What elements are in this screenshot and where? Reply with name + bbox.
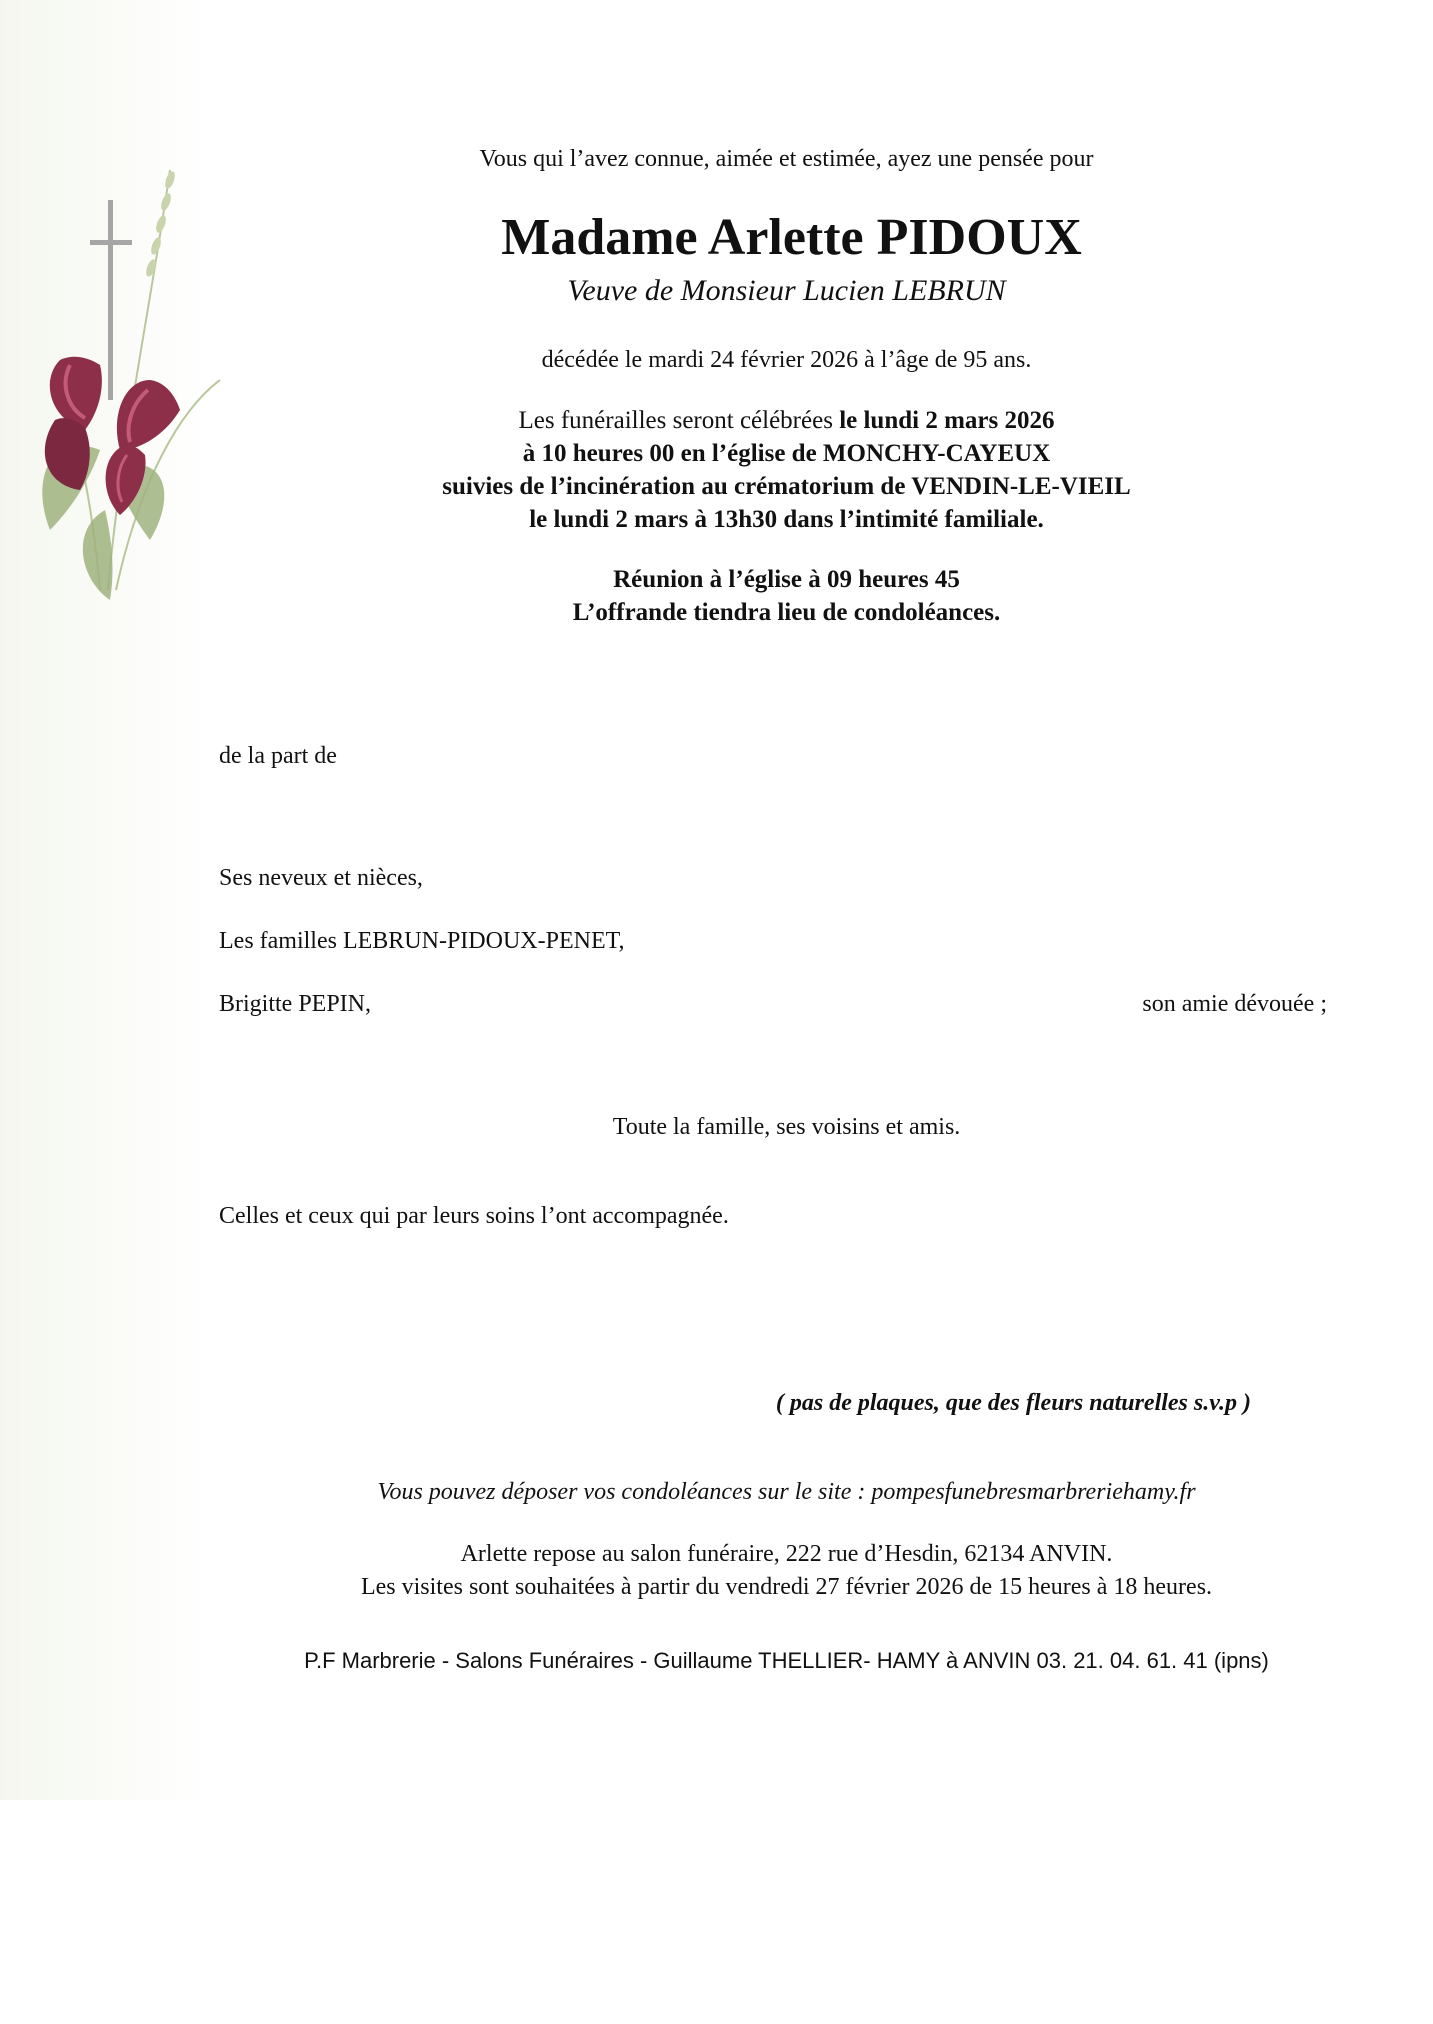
meeting-line-2: L’offrande tiendra lieu de condoléances.	[572, 599, 1001, 626]
funeral-line-2: à 10 heures 00 en l’église de MONCHY-CAYEUX	[522, 440, 1051, 467]
family-brigitte: Brigitte PEPIN,	[219, 991, 372, 1017]
from-label: de la part de	[219, 743, 337, 769]
rest-line-2: Les visites sont souhaitées à partir du vendredi 27 février 2026 de 15 heures à 18 heures.	[360, 1574, 1213, 1600]
flowers-note: ( pas de plaques, que des fleurs naturelles s.v.p )	[775, 1390, 1251, 1416]
meeting-line-1: Réunion à l’église à 09 heures 45	[613, 566, 960, 593]
funeral-line-1	[0, 407, 1433, 435]
death-date: décédée le mardi 24 février 2026 à l’âge de 95 ans.	[541, 347, 1032, 373]
family-all: Toute la famille, ses voisins et amis.	[612, 1114, 961, 1140]
funeral-line-1-regular: Les funérailles seront célébrées	[518, 407, 840, 434]
intro-text: Vous qui l’avez connue, aimée et estimée, ayez une pensée pour	[479, 146, 1094, 172]
family-brigitte-role: son amie dévouée ;	[1142, 991, 1327, 1017]
family-families: Les familles LEBRUN-PIDOUX-PENET,	[219, 928, 625, 954]
funeral-home-footer: P.F Marbrerie - Salons Funéraires - Guillaume THELLIER- HAMY à ANVIN 03. 21. 04. 61. 41 (ipns)	[304, 1648, 1269, 1673]
family-nephews: Ses neveux et nièces,	[219, 865, 423, 891]
deceased-name: Madame Arlette PIDOUX	[501, 209, 1082, 266]
funeral-date: le lundi 2 mars 2026	[839, 407, 1055, 434]
funeral-line-3: suivies de l’incinération au crématorium de VENDIN-LE-VIEIL	[442, 473, 1131, 500]
condolences-site: Vous pouvez déposer vos condoléances sur le site : pompesfunebresmarbreriehamy.fr	[377, 1479, 1196, 1505]
funeral-line-4: le lundi 2 mars à 13h30 dans l’intimité familiale.	[529, 506, 1044, 533]
family-caregivers: Celles et ceux qui par leurs soins l’ont accompagnée.	[219, 1203, 729, 1229]
rest-line-1: Arlette repose au salon funéraire, 222 rue d’Hesdin, 62134 ANVIN.	[460, 1541, 1113, 1567]
widow-of: Veuve de Monsieur Lucien LEBRUN	[567, 274, 1006, 307]
